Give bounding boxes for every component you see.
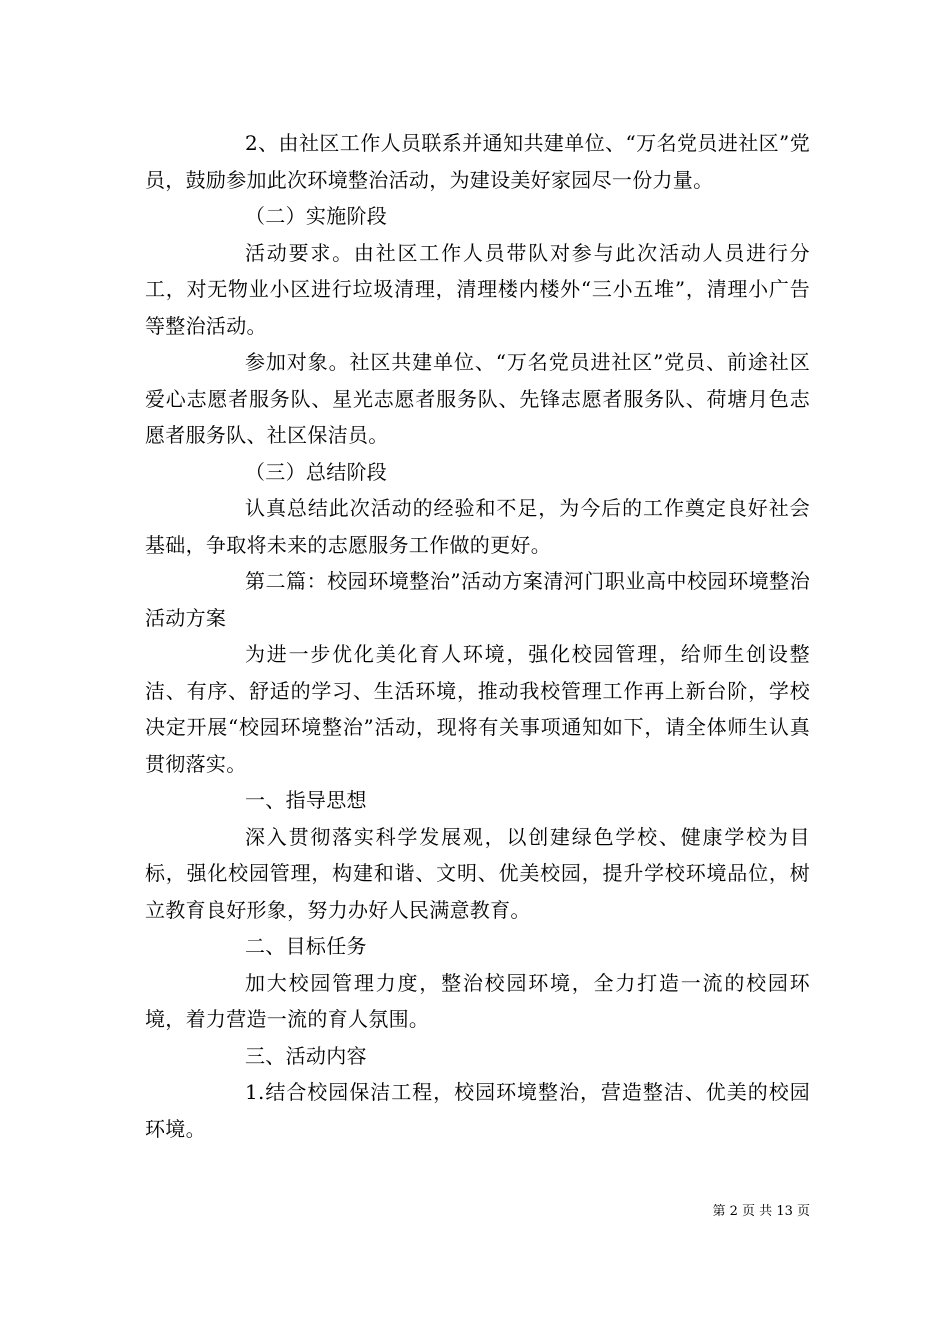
heading-summary-stage: （三）总结阶段 (245, 459, 388, 484)
paragraph-activity-item-1: 1.结合校园保洁工程，校园环境整治，营造整洁、优美的校园环境。 (145, 1080, 810, 1141)
page-number-footer: 第 2 页 共 13 页 (712, 1204, 810, 1219)
heading-activity-content: 三、活动内容 (245, 1043, 367, 1068)
document-body (145, 125, 810, 1147)
paragraph-summary: 认真总结此次活动的经验和不足，为今后的工作奠定良好社会基础，争取将未来的志愿服务工作做的更好。 (145, 496, 810, 557)
paragraph-introduction: 为进一步优化美化育人环境，强化校园管理，给师生创设整洁、有序、舒适的学习、生活环境，推动我校管理工作再上新台阶，学校决定开展“校园环境整治”活动，现将有关事项通知如下，请全体师生认真贯彻落实。 (145, 642, 810, 776)
heading-second-article: 第二篇：校园环境整治”活动方案清河门职业高中校园环境整治活动方案 (145, 569, 810, 630)
paragraph-participants: 参加对象。社区共建单位、“万名党员进社区”党员、前途社区爱心志愿者服务队、星光志愿者服务队、先锋志愿者服务队、荷塘月色志愿者服务队、社区保洁员。 (145, 350, 810, 447)
paragraph-goals: 加大校园管理力度，整治校园环境，全力打造一流的校园环境，着力营造一流的育人氛围。 (145, 970, 810, 1031)
paragraph-activity-requirements: 活动要求。由社区工作人员带队对参与此次活动人员进行分工，对无物业小区进行垃圾清理，清理楼内楼外“三小五堆”，清理小广告等整治活动。 (145, 240, 810, 338)
heading-guiding-ideology: 一、指导思想 (245, 788, 367, 812)
paragraph-contact-units: 2、由社区工作人员联系并通知共建单位、“万名党员进社区”党员，鼓励参加此次环境整治活动，为建设美好家园尽一份力量。 (145, 131, 810, 192)
paragraph-guiding-ideology: 深入贯彻落实科学发展观，以创建绿色学校、健康学校为目标，强化校园管理，构建和谐、文明、优美校园，提升学校环境品位，树立教育良好形象，努力办好人民满意教育。 (145, 824, 810, 922)
heading-goals: 二、目标任务 (245, 934, 367, 958)
heading-implementation-stage: （二）实施阶段 (245, 204, 388, 228)
